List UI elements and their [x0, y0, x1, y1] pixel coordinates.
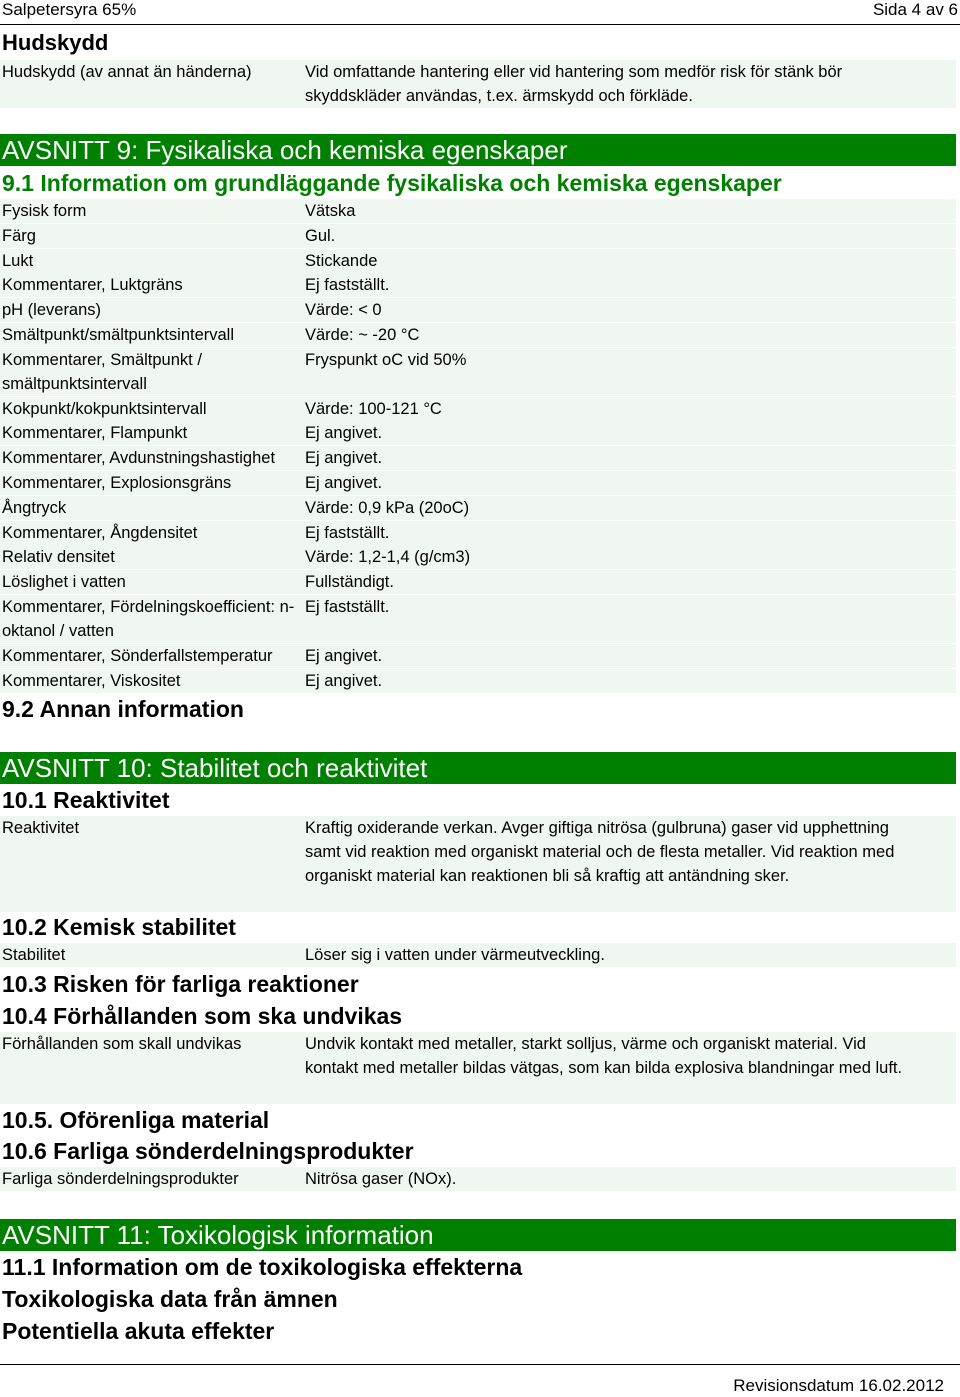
- section-10-heading: AVSNITT 10: Stabilitet och reaktivitet: [0, 752, 956, 784]
- property-row: [0, 521, 956, 545]
- row-label: Stabilitet: [2, 946, 66, 964]
- page-number: Sida 4 av 6: [872, 0, 958, 19]
- property-row: [0, 397, 956, 421]
- property-row: [0, 496, 956, 520]
- toxikologiska-data-heading: Toxikologiska data från ämnen: [2, 1286, 338, 1312]
- stabilitet-row: [0, 943, 956, 967]
- reaktivitet-row: [0, 816, 956, 912]
- row-label: Kommentarer, Smältpunkt / smältpunktsintervall: [2, 350, 202, 393]
- farliga-row: [0, 1167, 956, 1191]
- row-value: Värde: 1,2-1,4 (g/cm3): [305, 548, 471, 567]
- row-label: pH (leverans): [2, 301, 102, 320]
- revision-date: Revisionsdatum 16.02.2012: [733, 1376, 944, 1395]
- row-label: Kommentarer, Sönderfallstemperatur: [2, 646, 273, 665]
- subsection-10-6: 10.6 Farliga sönderdelningsprodukter: [2, 1138, 414, 1164]
- row-value: Ej fastställt.: [305, 276, 390, 295]
- product-name: Salpetersyra 65%: [2, 0, 137, 19]
- property-row: [0, 249, 956, 273]
- subsection-9-1: 9.1 Information om grundläggande fysikaliska och kemiska egenskaper: [2, 170, 782, 196]
- row-value: Ej angivet.: [305, 671, 383, 690]
- property-row: [0, 348, 956, 396]
- row-label: Kommentarer, Flampunkt: [2, 424, 188, 443]
- forhallanden-row: [0, 1032, 956, 1104]
- row-value: Ej fastställt.: [305, 598, 390, 616]
- row-value: Ej angivet.: [305, 474, 383, 492]
- row-value: Ej angivet.: [305, 424, 383, 443]
- row-value: Gul.: [305, 226, 336, 245]
- row-value: Värde: 100-121 °C: [305, 399, 442, 418]
- section-9-heading: AVSNITT 9: Fysikaliska och kemiska egenskaper: [0, 134, 956, 166]
- subsection-10-5: 10.5. Oförenliga material: [2, 1107, 270, 1133]
- row-value: Värde: ~ -20 °C: [305, 326, 420, 344]
- property-row: [0, 421, 956, 445]
- row-label: Löslighet i vatten: [2, 573, 126, 592]
- row-label: Kommentarer, Luktgräns: [2, 276, 183, 295]
- row-label: Färg: [2, 226, 36, 245]
- row-value: Fullständigt.: [305, 573, 394, 592]
- row-label: Kommentarer, Viskositet: [2, 671, 181, 690]
- row-value: Värde: < 0: [305, 301, 382, 320]
- row-label: Farliga sönderdelningsprodukter: [2, 1170, 239, 1188]
- row-label: Kommentarer, Ångdensitet: [2, 523, 198, 542]
- property-row: [0, 199, 956, 223]
- subsection-9-2: 9.2 Annan information: [2, 696, 244, 722]
- property-row: [0, 471, 956, 495]
- subsection-10-1: 10.1 Reaktivitet: [2, 787, 170, 813]
- akuta-effekter-heading: Potentiella akuta effekter: [2, 1318, 275, 1344]
- property-row: [0, 273, 956, 297]
- property-row: [0, 298, 956, 322]
- hudskydd-row: [0, 60, 956, 108]
- property-row: [0, 545, 956, 569]
- row-label: Hudskydd (av annat än händerna): [2, 63, 252, 81]
- property-row: [0, 669, 956, 693]
- property-row: [0, 224, 956, 248]
- property-row: [0, 323, 956, 347]
- row-value: Värde: 0,9 kPa (20oC): [305, 498, 470, 517]
- row-label: Reaktivitet: [2, 819, 80, 837]
- row-label: Kommentarer, Avdunstningshastighet: [2, 449, 276, 468]
- row-label: Lukt: [2, 251, 34, 270]
- row-value: Ej fastställt.: [305, 523, 390, 542]
- header-divider: [0, 24, 960, 25]
- row-value: Ej angivet.: [305, 646, 383, 665]
- property-row: [0, 446, 956, 470]
- page-header: [0, 0, 960, 22]
- subsection-10-2: 10.2 Kemisk stabilitet: [2, 914, 236, 940]
- row-value: Undvik kontakt med metaller, starkt solljus, värme och organiskt material. Vid kontakt med metaller bildas vätgas, som kan bilda explosiva blandningar med luft.: [305, 1035, 903, 1077]
- row-label: Fysisk form: [2, 202, 87, 220]
- row-value: Stickande: [305, 251, 378, 270]
- row-value: Vid omfattande hantering eller vid hantering som medför risk för stänk bör skyddskläder användas, t.ex. ärmskydd och förkläde.: [305, 63, 843, 105]
- row-label: Kommentarer, Fördelningskoefficient: n-oktanol / vatten: [2, 598, 295, 640]
- row-label: Ångtryck: [2, 498, 67, 517]
- subsection-10-3: 10.3 Risken för farliga reaktioner: [2, 971, 359, 997]
- row-label: Relativ densitet: [2, 548, 115, 567]
- row-value: Kraftig oxiderande verkan. Avger giftiga nitrösa (gulbruna) gaser vid upphettning samt vid reaktion med organiskt material och de flesta metaller. Vid reaktion med organiskt material kan reaktionen bli så kraftig att antändning sker.: [305, 819, 895, 885]
- row-label: Kommentarer, Explosionsgräns: [2, 474, 232, 492]
- hudskydd-title: Hudskydd: [2, 30, 109, 55]
- section-11-heading: AVSNITT 11: Toxikologisk information: [0, 1219, 956, 1251]
- property-row: [0, 595, 956, 643]
- row-value: Vätska: [305, 202, 356, 220]
- subsection-10-4: 10.4 Förhållanden som ska undvikas: [2, 1003, 403, 1029]
- property-row: [0, 644, 956, 668]
- footer-divider: [0, 1364, 960, 1365]
- row-value: Ej angivet.: [305, 449, 383, 468]
- row-value: Löser sig i vatten under värmeutveckling.: [305, 946, 605, 964]
- row-value: Fryspunkt oC vid 50%: [305, 350, 467, 369]
- subsection-11-1: 11.1 Information om de toxikologiska effekterna: [2, 1254, 523, 1280]
- row-label: Smältpunkt/smältpunktsintervall: [2, 326, 235, 344]
- row-value: Nitrösa gaser (NOx).: [305, 1170, 457, 1188]
- property-row: [0, 570, 956, 594]
- row-label: Kokpunkt/kokpunktsintervall: [2, 399, 207, 418]
- row-label: Förhållanden som skall undvikas: [2, 1035, 242, 1053]
